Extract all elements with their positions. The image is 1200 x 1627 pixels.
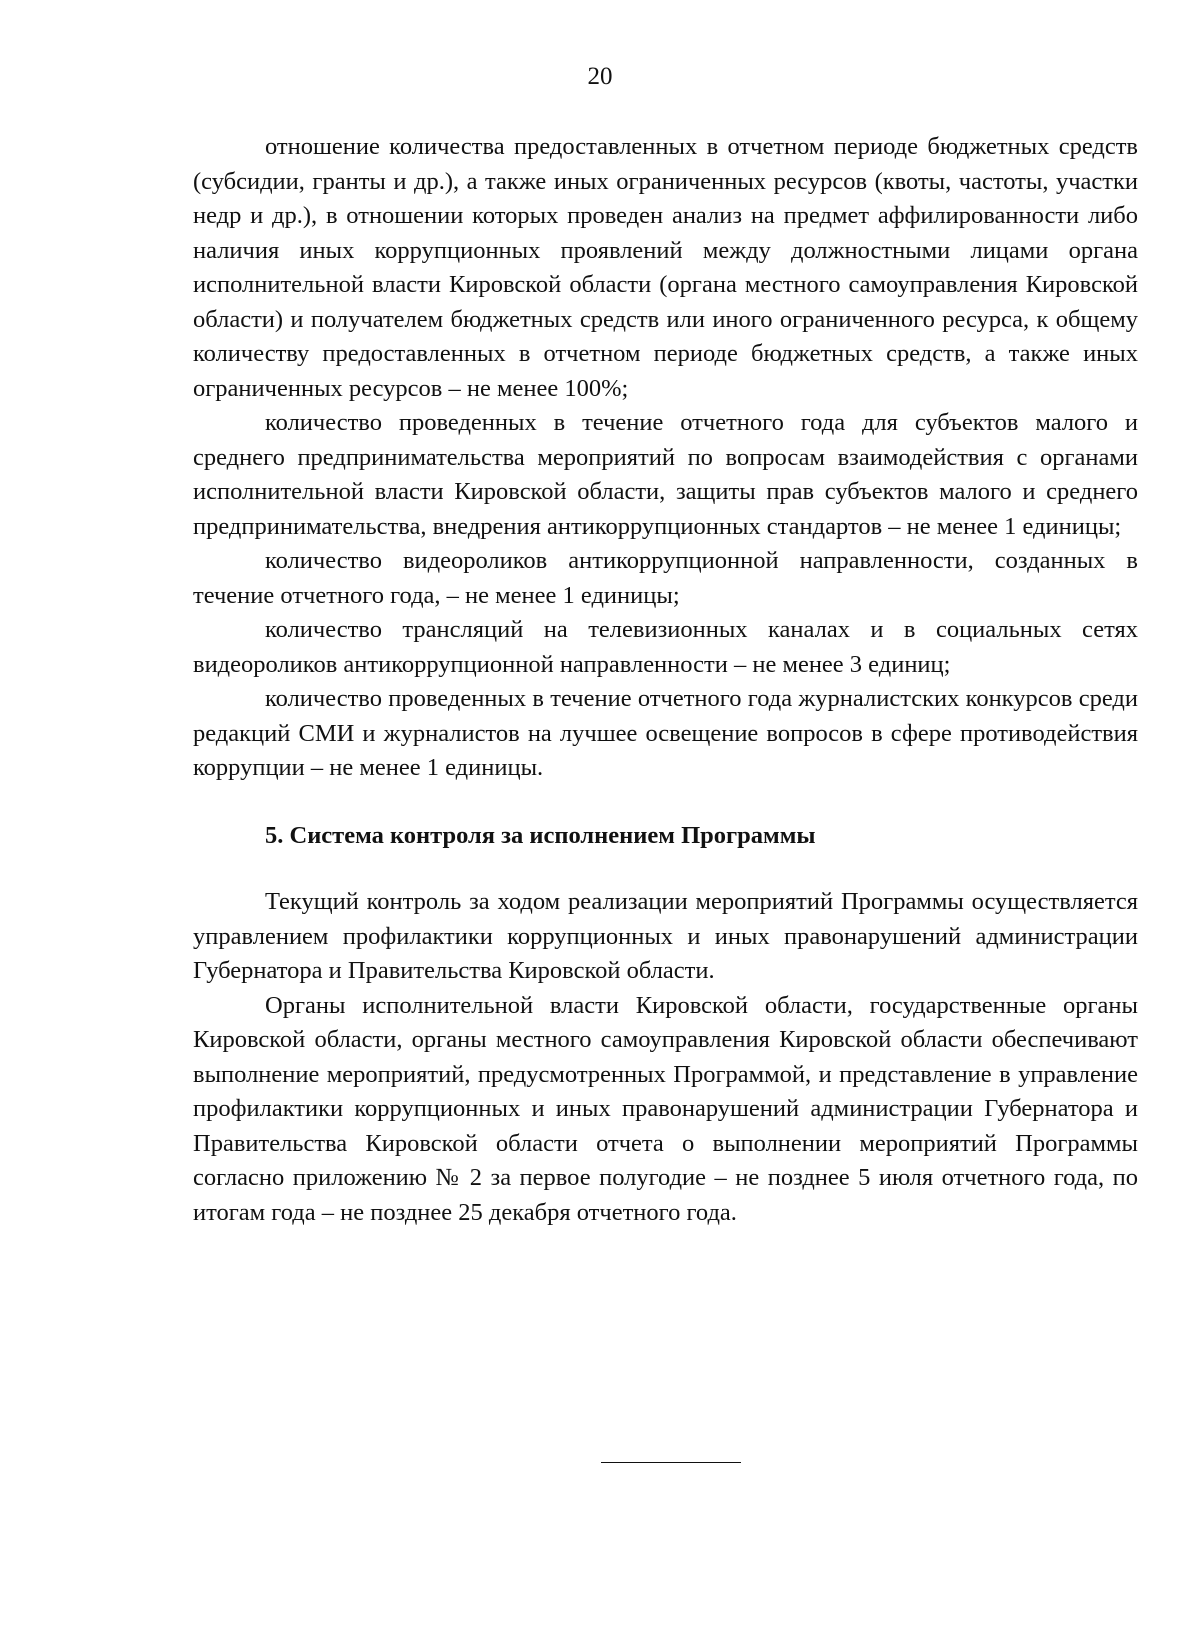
- paragraph: количество проведенных в течение отчетного года журналистских конкурсов среди редакций СМИ и журналистов на лучшее освещение вопросов в сфере противодействия коррупции – не менее 1 единицы.: [193, 685, 1138, 781]
- end-of-document-rule: [601, 1462, 741, 1463]
- paragraph: количество трансляций на телевизионных каналах и в социальных сетях видеороликов антикоррупционной направленности – не менее 3 единиц;: [193, 616, 1138, 678]
- paragraph: количество проведенных в течение отчетного года для субъектов малого и среднего предпринимательства мероприятий по вопросам взаимодействия с органами исполнительной власти Кировской области, защиты прав субъектов малого и среднего предпринимательства, внедрения антикоррупционных стандартов – не менее 1 единицы;: [193, 409, 1138, 540]
- paragraph: Органы исполнительной власти Кировской области, государственные органы Кировской области, органы местного самоуправления Кировской области обеспечивают выполнение мероприятий, предусмотренных Программой, и представление в управление профилактики коррупционных и иных правонарушений администрации Губернатора и Правительства Кировской области отчета о выполнении мероприятий Программы согласно приложению № 2 за первое полугодие – не позднее 5 июля отчетного года, по итогам года – не позднее 25 декабря отчетного года.: [193, 991, 1138, 1226]
- paragraph: Текущий контроль за ходом реализации мероприятий Программы осуществляется управлением профилактики коррупционных и иных правонарушений администрации Губернатора и Правительства Кировской области.: [193, 888, 1138, 984]
- paragraph: отношение количества предоставленных в отчетном периоде бюджетных средств (субсидии, гранты и др.), а также иных ограниченных ресурсов (квоты, частоты, участки недр и др.), в отношении которых проведен анализ на предмет аффилированности либо наличия иных коррупционных проявлений между должностными лицами органа исполнительной власти Кировской области (органа местного самоуправления Кировской области) и получателем бюджетных средств или иного ограниченного ресурса, к общему количеству предоставленных в отчетном периоде бюджетных средств, а также иных ограниченных ресурсов – не менее 100%;: [193, 133, 1138, 402]
- paragraph: количество видеороликов антикоррупционной направленности, созданных в течение отчетного года, – не менее 1 единицы;: [193, 547, 1138, 609]
- section-heading: 5. Система контроля за исполнением Программы: [265, 821, 816, 849]
- document-body: [193, 130, 1138, 1230]
- page-number: 20: [587, 63, 613, 90]
